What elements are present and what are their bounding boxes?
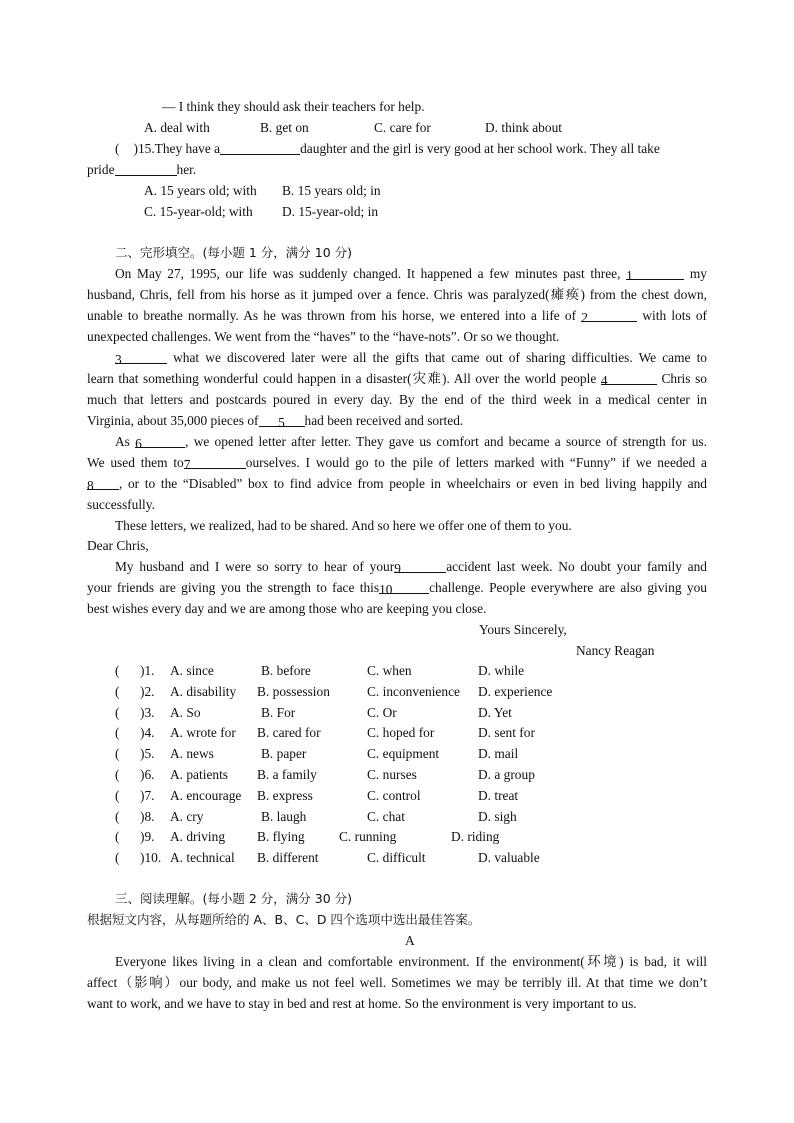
answer-paren: (: [115, 705, 120, 720]
passage-line: unable to breathe normally. As he was thrown from his horse, we entered into a life of 2 with lots of: [87, 308, 707, 325]
passage-line: unexpected challenges. We went from the “haves” to the “have-nots”. Or so we thought.: [87, 329, 560, 344]
option-a: A. wrote for: [170, 725, 236, 740]
answer-paren: (: [115, 746, 120, 761]
blank: 5: [259, 412, 305, 427]
blank: [220, 140, 300, 155]
option-a: A. since: [170, 663, 214, 678]
blank: 4: [601, 370, 657, 385]
section-3-title: 三、阅读理解。(每小题 2 分，满分 30 分): [115, 891, 353, 906]
blank: 8: [87, 475, 119, 490]
option-a: A. 15 years old; with: [144, 183, 257, 198]
question-number: )9.: [140, 829, 155, 844]
q15-stem-mid: daughter and the girl is very good at her school work. They all take: [300, 141, 660, 156]
option-c: C. difficult: [367, 850, 426, 865]
option-a: A. deal with: [144, 120, 210, 135]
passage-label: A: [405, 933, 415, 948]
option-d: D. while: [478, 663, 525, 678]
q15-stem-end: her.: [176, 162, 197, 177]
option-c: C. inconvenience: [367, 684, 460, 699]
passage-line: 3 what we discovered later were all the gifts that came out of sharing difficulties. We came to: [115, 350, 707, 367]
option-a: A. technical: [170, 850, 235, 865]
option-b: B. For: [261, 705, 296, 720]
passage-line: 8 , or to the “Disabled” box to find advice from people in wheelchairs or even in bed living happily and: [87, 476, 707, 493]
question-number: )4.: [140, 725, 155, 740]
option-c: C. Or: [367, 705, 397, 720]
option-b: B. possession: [257, 684, 330, 699]
section-2-title: 二、完形填空。(每小题 1 分，满分 10 分): [115, 245, 353, 260]
passage-line: Everyone likes living in a clean and comfortable environment. If the environment(环境) is bad, it will: [115, 954, 707, 969]
letter-closing: Yours Sincerely,: [479, 622, 567, 637]
answer-paren: (: [115, 725, 120, 740]
option-d: D. think about: [485, 120, 562, 135]
answer-paren: (: [115, 788, 120, 803]
option-a: A. news: [170, 746, 214, 761]
blank: 1: [626, 265, 684, 280]
option-d: D. valuable: [478, 850, 540, 865]
blank: [115, 161, 177, 176]
blank: 2: [581, 307, 637, 322]
option-c: C. chat: [367, 809, 405, 824]
question-number: )6.: [140, 767, 155, 782]
passage-line: We used them to7 ourselves. I would go to the pile of letters marked with “Funny” if we needed a: [87, 455, 708, 472]
option-d: D. riding: [451, 829, 500, 844]
option-b: B. get on: [260, 120, 309, 135]
passage-line: As 6 , we opened letter after letter. They gave us comfort and became a source of strength for us.: [115, 434, 707, 451]
question-number: )8.: [140, 809, 155, 824]
option-d: D. experience: [478, 684, 553, 699]
option-a: A. encourage: [170, 788, 242, 803]
blank: 7: [184, 454, 246, 469]
option-b: B. paper: [261, 746, 307, 761]
option-c: C. running: [339, 829, 397, 844]
section-3-instruction: 根据短文内容，从每题所给的 A、B、C、D 四个选项中选出最佳答案。: [87, 912, 481, 927]
passage-line: husband, Chris, fell from his horse as it jumped over a fence. Chris was paralyzed(瘫痪) from the chest down,: [87, 287, 707, 302]
option-c: C. equipment: [367, 746, 440, 761]
passage-line: successfully.: [87, 497, 155, 512]
passage-line: These letters, we realized, had to be shared. And so here we offer one of them to you.: [115, 518, 572, 533]
option-b: B. express: [257, 788, 313, 803]
answer-paren: (: [115, 767, 120, 782]
passage-line: much that letters and postcards poured in every day. By the end of the third week in a medical center in: [87, 392, 707, 407]
option-b: B. before: [261, 663, 311, 678]
option-b: B. cared for: [257, 725, 321, 740]
option-c: C. nurses: [367, 767, 417, 782]
option-a: A. driving: [170, 829, 226, 844]
answer-paren: (: [115, 850, 120, 865]
option-a: A. patients: [170, 767, 229, 782]
letter-greeting: Dear Chris,: [87, 538, 149, 553]
option-d: D. sent for: [478, 725, 535, 740]
option-c: C. care for: [374, 120, 431, 135]
passage-line: your friends are giving you the strength to face this10 challenge. People everywhere are also giving you: [87, 580, 707, 597]
passage-line: affect（影响）our body, and make us not feel well. Sometimes we may be terribly ill. At that time we don’t: [87, 975, 707, 990]
answer-paren-close: ): [133, 141, 138, 156]
answer-paren: (: [115, 809, 120, 824]
option-a: A. disability: [170, 684, 237, 699]
option-b: B. 15 years old; in: [282, 183, 381, 198]
option-a: A. cry: [170, 809, 204, 824]
passage-line: My husband and I were so sorry to hear of your9 accident last week. No doubt your family and: [115, 559, 708, 576]
option-d: D. Yet: [478, 705, 512, 720]
option-b: B. laugh: [261, 809, 307, 824]
passage-line: best wishes every day and we are among those who are keeping you close.: [87, 601, 487, 616]
blank: 10: [379, 579, 429, 594]
question-number: )5.: [140, 746, 155, 761]
blank: 3: [115, 349, 167, 364]
question-number: )3.: [140, 705, 155, 720]
option-d: D. mail: [478, 746, 519, 761]
option-b: B. flying: [257, 829, 305, 844]
option-d: D. sigh: [478, 809, 517, 824]
option-d: D. 15-year-old; in: [282, 204, 379, 219]
answer-paren: (: [115, 684, 120, 699]
option-c: C. 15-year-old; with: [144, 204, 253, 219]
option-c: C. hoped for: [367, 725, 435, 740]
question-15-cont: [87, 159, 707, 180]
question-number: )10.: [140, 850, 162, 865]
answer-paren: (: [115, 829, 120, 844]
passage-line: want to work, and we have to stay in bed and rest at home. So the environment is very important to us.: [87, 996, 637, 1011]
passage-line: On May 27, 1995, our life was suddenly changed. It happened a few minutes past three, 1 my: [115, 266, 707, 283]
option-a: A. So: [170, 705, 201, 720]
dialogue-answer-line: — I think they should ask their teachers for help.: [162, 99, 425, 114]
answer-paren: (: [115, 663, 120, 678]
answer-paren-open: (: [115, 141, 120, 156]
question-number: )7.: [140, 788, 155, 803]
option-c: C. control: [367, 788, 421, 803]
passage-line: Virginia, about 35,000 pieces of 5 had been received and sorted.: [87, 413, 464, 430]
question-15: [115, 138, 707, 159]
option-d: D. treat: [478, 788, 519, 803]
question-number: )1.: [140, 663, 155, 678]
blank: 6: [135, 433, 185, 448]
blank: 9: [394, 558, 446, 573]
passage-line: learn that something wonderful could happen in a disaster(灾难). All over the world people 4 Chris so: [87, 371, 707, 388]
q15-stem-pride: pride: [87, 162, 115, 177]
option-b: B. a family: [257, 767, 317, 782]
option-b: B. different: [257, 850, 319, 865]
option-c: C. when: [367, 663, 412, 678]
q15-stem-start: 15.They have a: [137, 141, 221, 156]
letter-signature: Nancy Reagan: [576, 643, 655, 658]
option-d: D. a group: [478, 767, 535, 782]
question-number: )2.: [140, 684, 155, 699]
